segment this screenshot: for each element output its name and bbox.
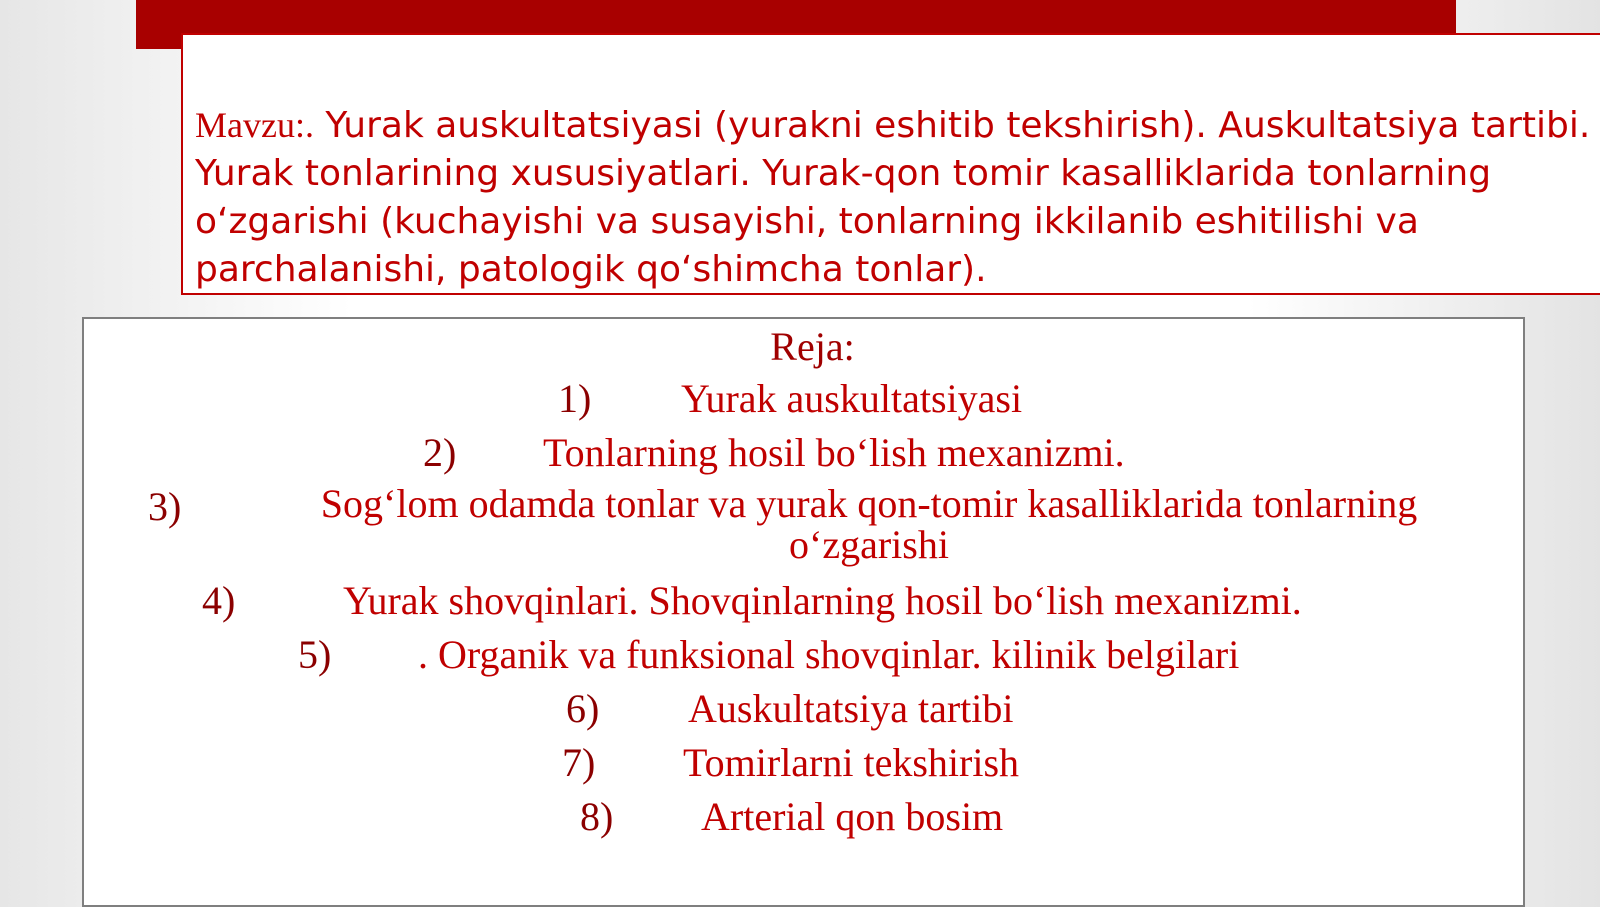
title-line-1-text: Yurak auskultatsiyasi (yurakni eshitib tekshirish). Auskultatsiya tartibi. — [313, 105, 1591, 146]
plan-item-text: Tomirlarni tekshirish — [683, 740, 1020, 785]
plan-item-number: 5) — [298, 632, 332, 677]
plan-item-text: Yurak auskultatsiyasi — [681, 376, 1023, 421]
plan-item-text: Sog‘lom odamda tonlar va yurak qon-tomir kasalliklarida tonlarning o‘zgarishi — [320, 481, 1418, 567]
title-prefix: Mavzu:. — [195, 105, 314, 145]
plan-item-number: 7) — [562, 740, 596, 785]
plan-item-7 — [84, 739, 1523, 789]
slide-title — [195, 101, 1600, 294]
plan-item-text: Yurak shovqinlari. Shovqinlarning hosil bo‘lish mexanizmi. — [343, 578, 1302, 623]
plan-item-2 — [84, 429, 1523, 479]
title-line-2: Yurak tonlarining xususiyatlari. Yurak-qon tomir kasalliklarida tonlarning — [195, 153, 1492, 194]
title-line-1 — [195, 101, 1600, 150]
plan-item-number: 1) — [558, 376, 592, 421]
plan-item-text: . Organik va funksional shovqinlar. kilinik belgilari — [418, 632, 1240, 677]
plan-item-6 — [84, 685, 1523, 735]
plan-item-number: 6) — [566, 686, 600, 731]
plan-item-number: 4) — [202, 578, 236, 623]
plan-item-number: 2) — [423, 430, 457, 475]
plan-item-text: Tonlarning hosil bo‘lish mexanizmi. — [543, 430, 1125, 475]
title-line-3: o‘zgarishi (kuchayishi va susayishi, tonlarning ikkilanib eshitilishi va — [195, 201, 1419, 242]
plan-item-text: Arterial qon bosim — [701, 794, 1004, 839]
title-line-4: parchalanishi, patologik qo‘shimcha tonlar). — [195, 249, 987, 290]
plan-item-4 — [84, 577, 1523, 627]
plan-item-1 — [84, 375, 1523, 425]
plan-item-5 — [84, 631, 1523, 681]
plan-item-3 — [84, 483, 1523, 573]
plan-heading: Reja: — [770, 324, 855, 369]
plan-item-number: 3) — [148, 484, 182, 529]
plan-box — [82, 317, 1525, 907]
plan-item-number: 8) — [580, 794, 614, 839]
plan-item-text: Auskultatsiya tartibi — [688, 686, 1014, 731]
title-box — [181, 33, 1600, 295]
plan-item-8 — [84, 793, 1523, 843]
